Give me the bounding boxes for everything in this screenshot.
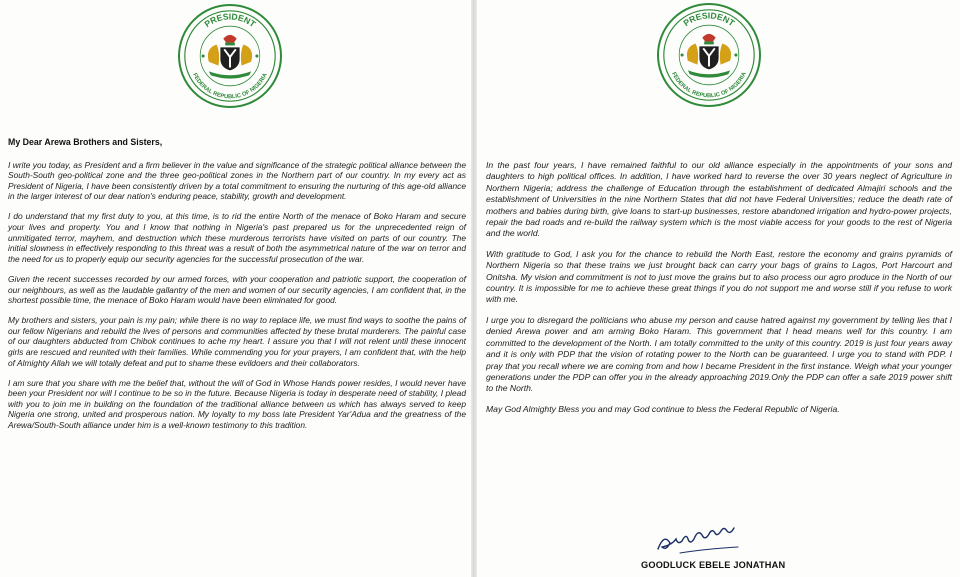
- signer-name: GOODLUCK EBELE JONATHAN: [641, 560, 786, 570]
- presidential-seal-right: [657, 3, 761, 107]
- svg-text:PRESIDENT: [681, 10, 737, 28]
- paragraph: Given the recent successes recorded by our armed forces, with your cooperation and patriotic support, the cooperation of our neighbours, as well as the laudable gallantry of the men and women of our security agencies, I am confident that, in the shortest possible time, the menace of Boko Haram would have been eliminated for good.: [8, 273, 466, 306]
- seal-bottom-text: FEDERAL REPUBLIC OF NIGERIA: [670, 71, 748, 100]
- salutation: My Dear Arewa Brothers and Sisters,: [8, 137, 163, 147]
- paragraph: I do understand that my first duty to you, at this time, is to rid the entire North of the menace of Boko Haram and secure your lives and property. You and I know that nothing in Nigeria's past prepared us for the unprecedented reign of unmitigated terror, mayhem, and destruction which these murderous terrorists have visited on parts of our country. The initial slowness in effectively responding to this threat was a result of both the asymmetrical nature of the war on terror and the need for us to properly equip our security agencies for the successful prosecution of the war.: [8, 211, 466, 264]
- page-fold: [471, 0, 477, 577]
- letter-column-left: [8, 137, 466, 440]
- handwritten-signature: [650, 527, 750, 559]
- paragraph: May God Almighty Bless you and may God continue to bless the Federal Republic of Nigeria.: [486, 403, 840, 414]
- seal-top-text: PRESIDENT: [202, 11, 258, 30]
- paragraph: My brothers and sisters, your pain is my pain; while there is no way to replace life, we must find ways to soothe the pains of our fellow Nigerians and rebuild the lives of persons and communities affected by these brutal murderers. The painful case of our daughters abducted from Chibok continues to ache my heart. I assure you that I will not relent until these innocent girls are rescued and reunited with their families. While commending you for your prayers, I am confident that, with the help of Almighty Allah we will totally defeat and put to shame these evildoers and their collaborators.: [8, 315, 466, 368]
- paragraph: With gratitude to God, I ask you for the chance to rebuild the North East, restore the economy and grains pyramids of Northern Nigeria so that these trains we just brought back can carry your bags of grains to Lagos, Port Harcourt and Onitsha. My vision and commitment is not to just move the grains but to also process our agro produce in the North of our country. It is impossible for me to achieve these great things if you do not support me and worse still if you refuse to work with me.: [486, 248, 952, 305]
- paragraph: In the past four years, I have remained faithful to our old alliance especially in the appointments of your sons and daughters to high political offices. In addition, I have worked hard to reverse the over 30 years neglect of Agriculture in Northern Nigeria; address the challenge of Education through the establishment of dedicated Almajiri schools and the establishment of Universities in the nine Northern States that did not have Federal Universities; reduce the death rate of mothers and babies during birth, give loans to start-up businesses, restore abandoned irrigation and hydro-power projects, repair the bad roads and re-build the railway system which is the most viable access for your goods to the rest of Nigeria and the world.: [486, 160, 952, 239]
- presidential-seal-left: [178, 4, 282, 108]
- seal-top-text: PRESIDENT: [681, 10, 737, 29]
- paragraph: I urge you to disregard the politicians who abuse my person and cause hatred against my government by telling lies that I denied Arewa power and am arming Boko Haram. This government that I head means well for this country. I am committed to the development of the North. I am totally committed to the unity of this country. 2019 is just four years away and it is only with PDP that the vision of rotating power to the North can be guaranteed. I urge you to stand with PDP. I pray that you recall where we are coming from and how I became President in the first instance. Weigh what your younger generations under the PDP can offer you in the already approaching 2019.Only the PDP can offer a safe 2019 power shift to the North.: [486, 314, 952, 394]
- letter-column-right: [486, 160, 952, 424]
- seal-bottom-text: FEDERAL REPUBLIC OF NIGERIA: [191, 72, 269, 101]
- paragraph: I am sure that you share with me the belief that, without the will of God in Whose Hands power resides, I would never have been your President nor will I continue to be so in the future. Because Nigeria is today in desperate need of stability, I plead with you to join me in building on the foundation of the traditional alliance between us which has always served to keep Nigeria one strong, united and prosperous nation. My loyalty to my boss late President Yar'Adua and the greatness of the Arewa/South-South alliance under him is a well-known testimony to this tradition.: [8, 377, 466, 431]
- svg-text:PRESIDENT: [202, 11, 258, 29]
- paragraph: I write you today, as President and a firm believer in the value and significance of the strategic political alliance between the South-South geo-political zone and the three geo-political zones in the Northern part of our country. In my every act as President of Nigeria, I have been consistently driven by a total commitment to ensuring the nurturing of this age-old alliance in the larger interest of our dear nation's enduring peace, stability, growth and development.: [8, 159, 466, 202]
